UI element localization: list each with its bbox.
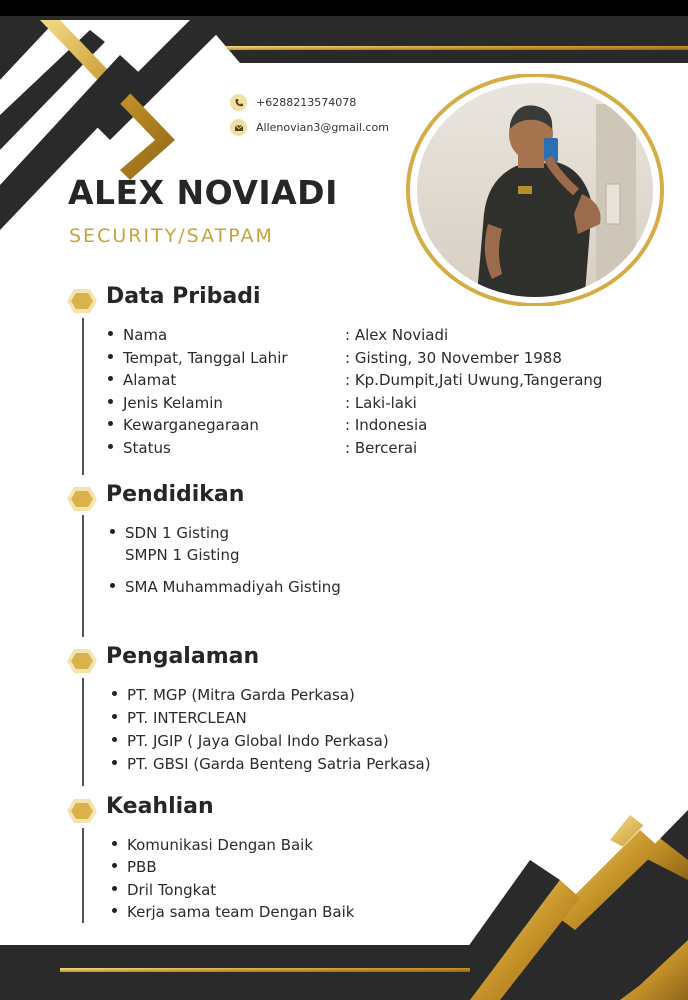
list-item: Komunikasi Dengan Baik bbox=[112, 836, 313, 854]
contact-email[interactable] bbox=[230, 119, 389, 136]
personal-label: Alamat bbox=[108, 371, 176, 389]
hexagon-bullet-icon bbox=[66, 288, 98, 314]
list-item: PT. JGIP ( Jaya Global Indo Perkasa) bbox=[112, 732, 389, 750]
mail-icon bbox=[230, 119, 247, 136]
list-item: PBB bbox=[112, 858, 157, 876]
personal-value: : Kp.Dumpit,Jati Uwung,Tangerang bbox=[345, 371, 603, 389]
section-title-pengalaman: Pengalaman bbox=[106, 644, 260, 669]
contact-phone[interactable] bbox=[230, 94, 356, 111]
top-band bbox=[0, 0, 688, 16]
section-line bbox=[82, 515, 84, 637]
personal-value: : Alex Noviadi bbox=[345, 326, 449, 344]
list-item: PT. INTERCLEAN bbox=[112, 709, 247, 727]
phone-text: +6288213574078 bbox=[256, 96, 357, 109]
hexagon-bullet-icon bbox=[66, 486, 98, 512]
section-title-data-pribadi: Data Pribadi bbox=[106, 284, 261, 309]
personal-value: : Gisting, 30 November 1988 bbox=[345, 349, 562, 367]
section-line bbox=[82, 828, 84, 923]
hexagon-bullet-icon bbox=[66, 798, 98, 824]
personal-value: : Indonesia bbox=[345, 416, 428, 434]
list-item: Kerja sama team Dengan Baik bbox=[112, 903, 354, 921]
section-title-pendidikan: Pendidikan bbox=[106, 482, 245, 507]
list-item: PT. GBSI (Garda Benteng Satria Perkasa) bbox=[112, 755, 431, 773]
phone-icon bbox=[230, 94, 247, 111]
personal-label: Tempat, Tanggal Lahir bbox=[108, 349, 288, 367]
list-item: PT. MGP (Mitra Garda Perkasa) bbox=[112, 686, 355, 704]
section-line bbox=[82, 678, 84, 786]
personal-value: : Laki-laki bbox=[345, 394, 417, 412]
section-title-keahlian: Keahlian bbox=[106, 794, 214, 819]
list-item: SMA Muhammadiyah Gisting bbox=[110, 578, 341, 596]
personal-label: Kewarganegaraan bbox=[108, 416, 259, 434]
hexagon-bullet-icon bbox=[66, 648, 98, 674]
job-title: SECURITY/SATPAM bbox=[69, 225, 274, 247]
personal-label: Status bbox=[108, 439, 171, 457]
list-item: SDN 1 Gisting bbox=[110, 524, 229, 542]
profile-photo bbox=[406, 74, 664, 306]
list-item: SMPN 1 Gisting bbox=[125, 546, 240, 564]
email-text: Allenovian3@gmail.com bbox=[256, 121, 389, 134]
personal-label: Jenis Kelamin bbox=[108, 394, 223, 412]
person-name: ALEX NOVIADI bbox=[68, 173, 338, 212]
personal-label: Nama bbox=[108, 326, 167, 344]
personal-value: : Bercerai bbox=[345, 439, 418, 457]
list-item: Dril Tongkat bbox=[112, 881, 216, 899]
section-line bbox=[82, 318, 84, 475]
